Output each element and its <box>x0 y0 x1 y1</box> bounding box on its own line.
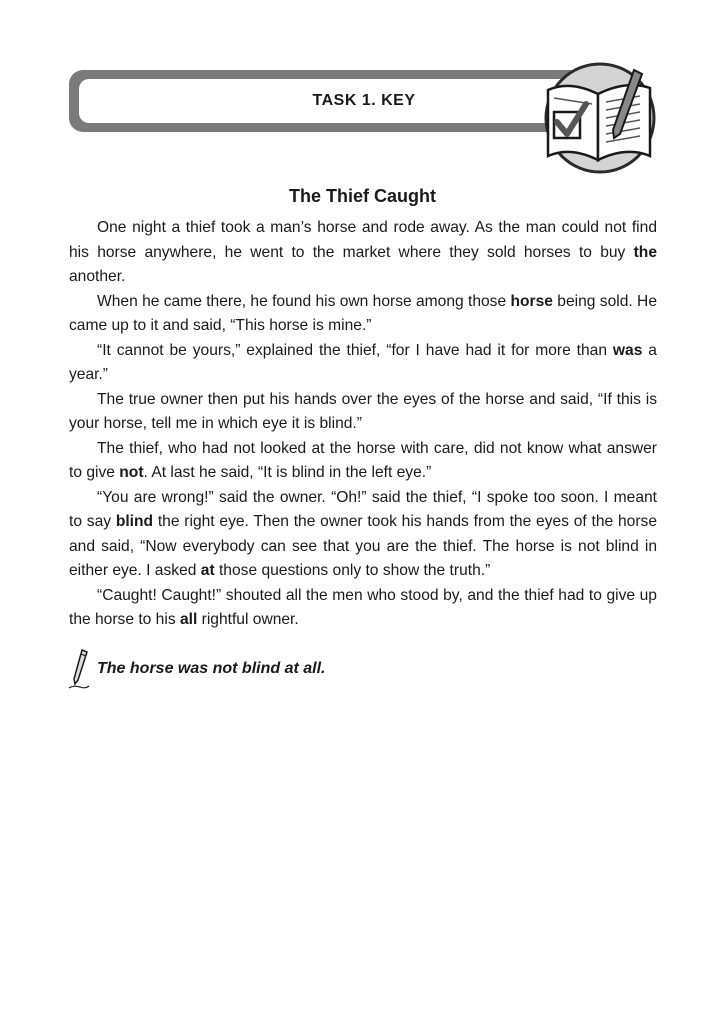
text-segment: “Caught! Caught!” shouted all the men who stood by, and the thief had to give up the horse to his <box>69 586 657 628</box>
text-segment: One night a thief took a man’s horse and rode away. As the man could not find his horse anywhere, he went to the market where they sold horses to buy <box>69 219 657 261</box>
pencil-icon <box>68 648 90 690</box>
text-segment: The true owner then put his hands over the eyes of the horse and said, “If this is your horse, tell me in which eye it is blind.” <box>69 390 657 432</box>
text-segment: a year.” <box>69 341 657 383</box>
text-segment: those questions only to show the truth.” <box>214 562 491 579</box>
text-segment: the right eye. Then the owner took his hands from the eyes of the horse and said, “Now everybody can see that you are the thief. The horse is not blind in either eye. I asked <box>69 513 657 579</box>
text-segment: another. <box>69 268 126 285</box>
answer-text: The horse was not blind at all. <box>97 660 326 677</box>
story-paragraph <box>69 584 657 633</box>
answer-block <box>68 648 468 690</box>
text-segment: . At last he said, “It is blind in the left eye.” <box>143 464 432 481</box>
answer-word: horse <box>510 292 553 310</box>
story-paragraph <box>69 486 657 584</box>
task-header-banner <box>69 70 589 132</box>
story-paragraph <box>69 216 657 290</box>
task-header-inner <box>79 79 589 123</box>
story-paragraph <box>69 290 657 339</box>
text-segment: The thief, who had not looked at the horse with care, did not know what answer to give <box>69 439 657 481</box>
text-segment: being sold. He came up to it and said, “This horse is mine.” <box>69 292 657 334</box>
story-paragraph <box>69 339 657 388</box>
story-paragraph <box>69 388 657 437</box>
answer-word: at <box>200 562 215 579</box>
answer-word: all <box>179 611 198 628</box>
text-segment: “You are wrong!” said the owner. “Oh!” said the thief, “I spoke too soon. I meant to say <box>69 488 657 530</box>
text-segment: “It cannot be yours,” explained the thief, “for I have had it for more than <box>97 341 613 359</box>
task-title: TASK 1. KEY <box>312 92 416 109</box>
story-title: The Thief Caught <box>289 186 436 206</box>
story-paragraph <box>69 437 657 486</box>
story-text <box>69 216 657 633</box>
answer-word: was <box>612 341 643 359</box>
open-book-checkmark-pen-icon <box>540 60 660 180</box>
answer-word: the <box>633 243 657 261</box>
answer-word: not <box>119 464 144 481</box>
answer-word: blind <box>115 513 154 530</box>
text-segment: When he came there, he found his own horse among those <box>97 292 511 310</box>
text-segment: rightful owner. <box>197 611 299 628</box>
